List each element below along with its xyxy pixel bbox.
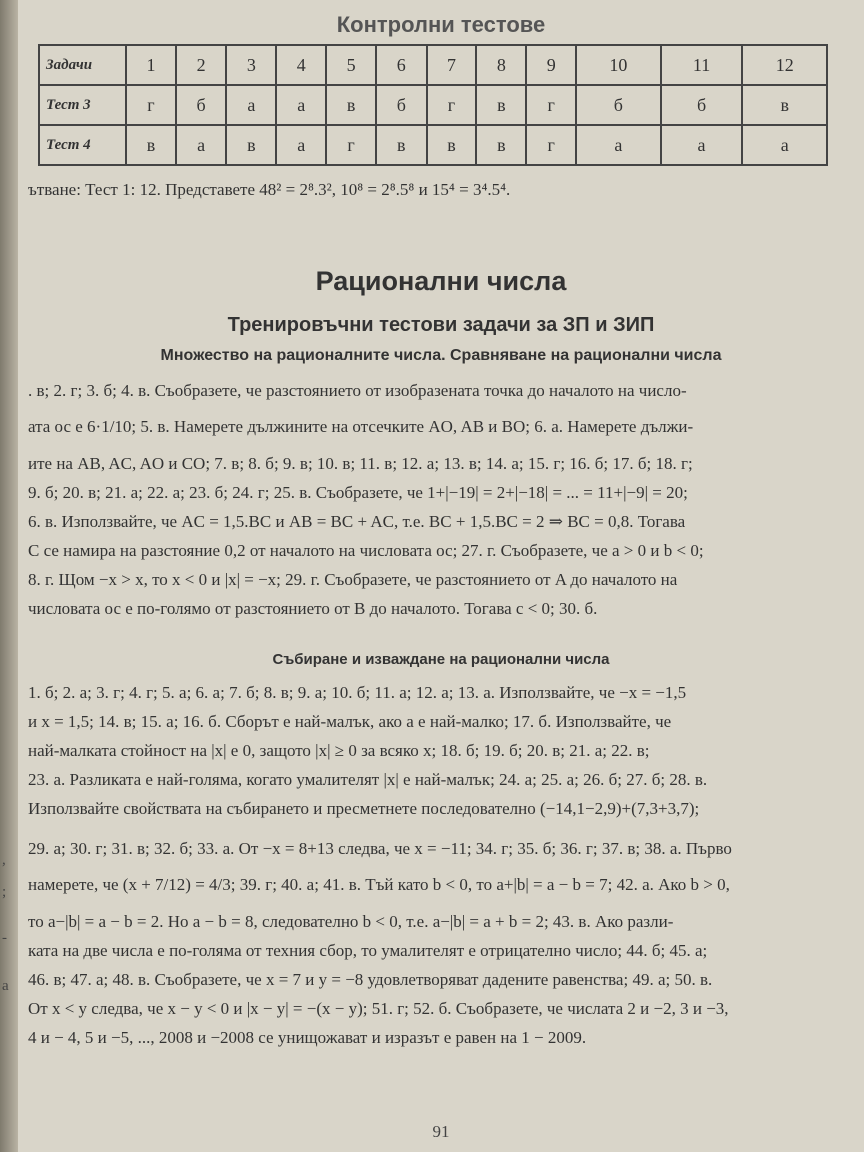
text-line: 23. а. Разликата е най-голяма, когато умалителят |x| е най-малък; 24. а; 25. а; 26. б; 27. б; 28. в.	[28, 770, 708, 789]
table-column-header: 6	[376, 45, 427, 85]
table-cell: б	[176, 85, 227, 125]
section1-text	[28, 376, 828, 623]
table-cell: а	[276, 125, 326, 165]
table-column-header: 1	[126, 45, 176, 85]
margin-mark: ,	[2, 852, 6, 868]
table-cell: в	[427, 125, 477, 165]
text-line: 8. г. Щом −x > x, то x < 0 и |x| = −x; 29. г. Съобразете, че разстоянието от A до началото на	[28, 570, 678, 589]
table-header-label: Задачи	[39, 45, 126, 85]
table-column-header: 2	[176, 45, 227, 85]
table-column-header: 11	[661, 45, 743, 85]
section1-title: Множество на рационалните числа. Сравняване на рационални числа	[160, 347, 722, 364]
table-column-header: 7	[427, 45, 477, 85]
table-cell: г	[326, 125, 376, 165]
table-column-header: 8	[476, 45, 526, 85]
text-line: то a−|b| = a − b = 2. Но a − b = 8, следователно b < 0, т.е. a−|b| = a + b = 2; 43. в. Ако разли-	[28, 912, 674, 931]
text-line: 1. б; 2. а; 3. г; 4. г; 5. а; 6. а; 7. б; 8. в; 9. а; 10. б; 11. а; 12. а; 13. а. Използвайте, че −x = −1,5	[28, 683, 687, 702]
text-line: и x = 1,5; 14. в; 15. а; 16. б. Сборът е най-малък, ако a е най-малко; 17. б. Използвайте, че	[28, 712, 672, 731]
table-cell: б	[576, 85, 660, 125]
table-column-header: 4	[276, 45, 326, 85]
text-line: 4 и − 4, 5 и −5, ..., 2008 и −2008 се унищожават и изразът е равен на 1 − 2009.	[28, 1028, 587, 1047]
table-cell: г	[526, 85, 576, 125]
page-header-title: Контролни тестове	[336, 12, 546, 37]
chapter-title: Рационални числа	[315, 266, 567, 296]
table-cell: в	[126, 125, 176, 165]
table-column-header: 9	[526, 45, 576, 85]
text-line: ите на AB, AC, AO и CO; 7. в; 8. б; 9. в; 10. в; 11. в; 12. а; 13. в; 14. а; 15. г; 16. б; 17. б; 18. г;	[28, 454, 693, 473]
table-cell: в	[376, 125, 427, 165]
text-line: 29. а; 30. г; 31. в; 32. б; 33. а. От −x = 8+13 следва, че x = −11; 34. г; 35. б; 36. г; 37. в; 38. а. Първо	[28, 839, 732, 858]
table-column-header: 12	[742, 45, 827, 85]
table-cell: а	[742, 125, 827, 165]
text-line: числовата ос е по-голямо от разстоянието от B до началото. Тогава c < 0; 30. б.	[28, 599, 598, 618]
table-cell: г	[526, 125, 576, 165]
hint-line: ътване: Тест 1: 12. Представете 48² = 2⁸.3², 10⁸ = 2⁸.5⁸ и 15⁴ = 3⁴.5⁴.	[28, 180, 511, 199]
table-cell: а	[576, 125, 660, 165]
table-cell: в	[476, 125, 526, 165]
book-page	[18, 0, 864, 1152]
answer-key-table	[38, 44, 828, 166]
page-number: 91	[432, 1122, 450, 1141]
subtitle: Тренировъчни тестови задачи за ЗП и ЗИП	[227, 314, 655, 336]
table-cell: г	[126, 85, 176, 125]
text-line: ата ос е 6·1/10; 5. в. Намерете дължините на отсечките AO, AB и BO; 6. а. Намерете дължи-	[28, 417, 694, 436]
table-row	[39, 125, 827, 165]
table-row	[39, 85, 827, 125]
table-column-header: 10	[576, 45, 660, 85]
section2-title: Събиране и изваждане на рационални числа	[272, 651, 610, 668]
text-line: ката на две числа е по-голяма от техния сбор, то умалителят е отрицателно число; 44. б; 45. а;	[28, 941, 708, 960]
table-cell: г	[427, 85, 477, 125]
text-line: . в; 2. г; 3. б; 4. в. Съобразете, че разстоянието от изобразената точка до началото на число-	[28, 381, 687, 400]
table-row-label: Тест 3	[39, 85, 126, 125]
text-line: най-малката стойност на |x| е 0, защото |x| ≥ 0 за всяко x; 18. б; 19. б; 20. в; 21. а; 22. в;	[28, 741, 650, 760]
text-line: Използвайте свойствата на събирането и пресметнете последователно (−14,1−2,9)+(7,3+3,7);	[28, 799, 700, 818]
table-cell: в	[476, 85, 526, 125]
table-cell: в	[226, 125, 276, 165]
text-line: намерете, че (x + 7/12) = 4/3; 39. г; 40. а; 41. в. Тъй като b < 0, то a+|b| = a − b = 7; 42. а. Ако b > 0,	[28, 875, 730, 894]
margin-mark: ;	[2, 884, 7, 900]
text-line: 9. б; 20. в; 21. а; 22. а; 23. б; 24. г; 25. в. Съобразете, че 1+|−19| = 2+|−18| = ... = 11+|−9| = 20;	[28, 483, 688, 502]
margin-mark: а	[2, 978, 9, 994]
table-cell: в	[326, 85, 376, 125]
table-cell: в	[742, 85, 827, 125]
table-cell: а	[226, 85, 276, 125]
table-cell: а	[176, 125, 227, 165]
text-line: C се намира на разстояние 0,2 от началото на числовата ос; 27. г. Съобразете, че a > 0 и b < 0;	[28, 541, 704, 560]
table-row-label: Тест 4	[39, 125, 126, 165]
text-line: От x < y следва, че x − y < 0 и |x − y| = −(x − y); 51. г; 52. б. Съобразете, че числата 2 и −2, 3 и −3,	[28, 999, 729, 1018]
table-column-header: 5	[326, 45, 376, 85]
text-line: 46. в; 47. а; 48. в. Съобразете, че x = 7 и y = −8 удовлетворяват дадените равенства; 49. а; 50. в.	[28, 970, 713, 989]
text-line: 6. в. Използвайте, че AC = 1,5.BC и AB = BC + AC, т.е. BC + 1,5.BC = 2 ⇒ BC = 0,8. Тогава	[28, 512, 686, 531]
table-cell: б	[661, 85, 743, 125]
table-cell: а	[661, 125, 743, 165]
table-cell: б	[376, 85, 427, 125]
margin-mark: -	[2, 930, 7, 946]
table-header-row	[39, 45, 827, 85]
section2-text	[28, 678, 828, 1052]
table-column-header: 3	[226, 45, 276, 85]
table-cell: а	[276, 85, 326, 125]
